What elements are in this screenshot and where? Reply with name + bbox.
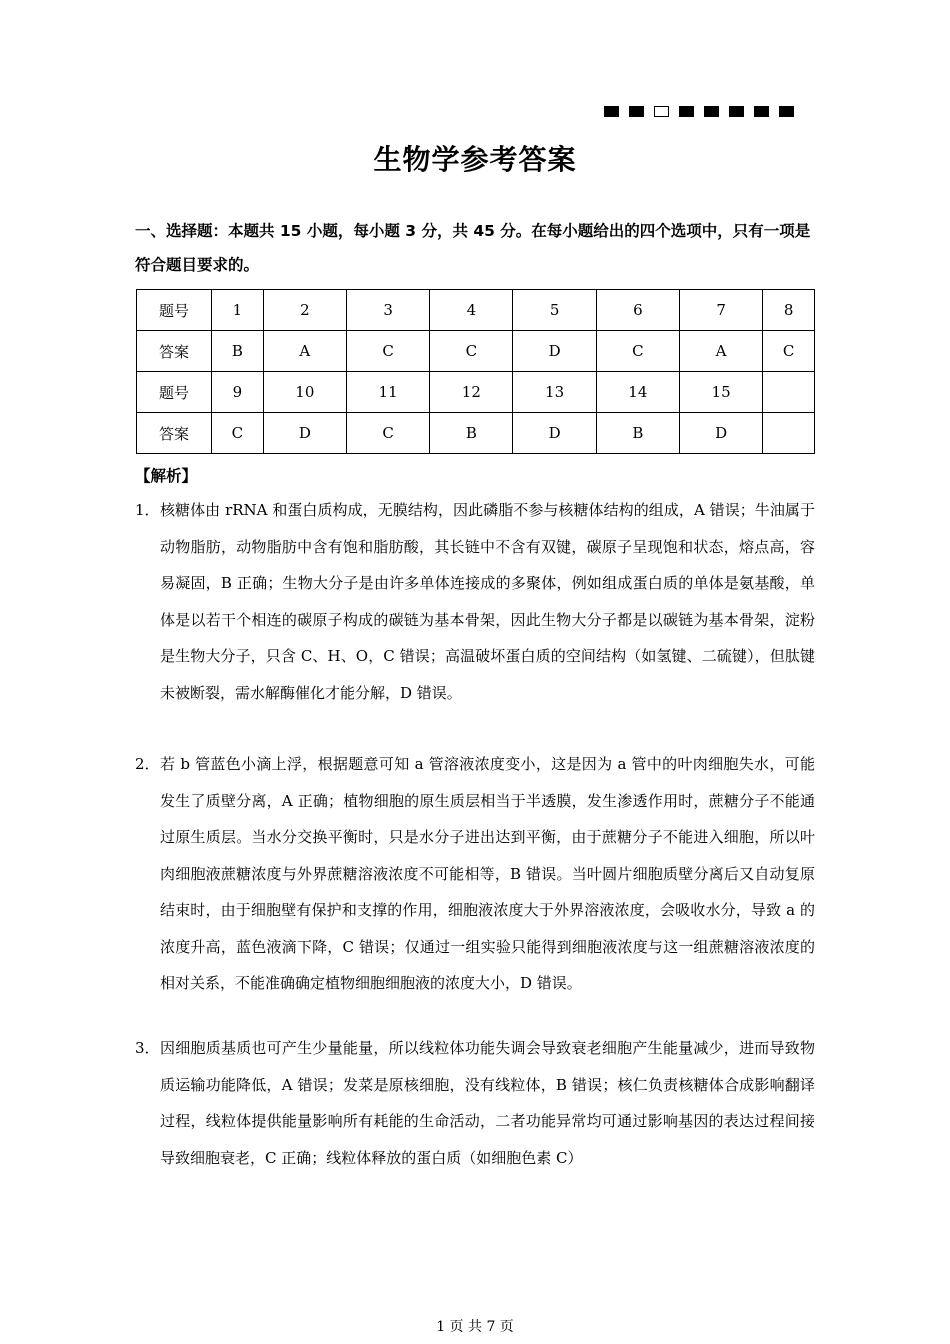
table-cell: C <box>346 413 429 454</box>
table-row <box>137 290 815 331</box>
table-row <box>137 413 815 454</box>
item-text: 核糖体由 rRNA 和蛋白质构成，无膜结构，因此磷脂不参与核糖体结构的组成，A 错误；牛油属于动物脂肪，动物脂肪中含有饱和脂肪酸，其长链中不含有双键，碳原子呈现饱和状态，熔点高，容易凝固，B 正确；生物大分子是由许多单体连接成的多聚体，例如组成蛋白质的单体是氨基酸，单体是以若干个相连的碳原子构成的碳链为基本骨架，因此生物大分子都是以碳链为基本骨架，淀粉是生物大分子，只含 C、H、O，C 错误；高温破坏蛋白质的空间结构（如氢键、二硫键），但肽键未被断裂，需水解酶催化才能分解，D 错误。 <box>160 501 815 702</box>
hollow-square-icon <box>654 106 669 117</box>
table-cell: 15 <box>679 372 762 413</box>
table-cell: 7 <box>679 290 762 331</box>
analysis-item-3 <box>135 1030 815 1176</box>
table-cell: 6 <box>596 290 679 331</box>
filled-square-icon <box>779 106 794 117</box>
table-cell <box>763 413 815 454</box>
table-cell: D <box>513 331 596 372</box>
table-cell: 5 <box>513 290 596 331</box>
table-cell: 题号 <box>137 290 212 331</box>
table-cell: A <box>679 331 762 372</box>
table-cell: B <box>212 331 264 372</box>
analysis-item-1 <box>135 492 815 711</box>
table-cell: 12 <box>430 372 513 413</box>
item-text: 若 b 管蓝色小滴上浮，根据题意可知 a 管溶液浓度变小，这是因为 a 管中的叶肉细胞失水，可能发生了质壁分离，A 正确；植物细胞的原生质层相当于半透膜，发生渗透作用时，蔗糖分子不能通过原生质层。当水分交换平衡时，只是水分子进出达到平衡，由于蔗糖分子不能进入细胞，所以叶肉细胞液蔗糖浓度与外界蔗糖溶液浓度不可能相等，B 错误。当叶圆片细胞质壁分离后又自动复原结束时，由于细胞壁有保护和支撑的作用，细胞液浓度大于外界溶液浓度，会吸收水分，导致 a 的浓度升高，蓝色液滴下降，C 错误；仅通过一组实验只能得到细胞液浓度与这一组蔗糖溶液浓度的相对关系，不能准确确定植物细胞细胞液的浓度大小，D 错误。 <box>160 755 815 992</box>
item-number: 2． <box>135 755 160 773</box>
table-cell: C <box>346 331 429 372</box>
table-cell: C <box>430 331 513 372</box>
filled-square-icon <box>729 106 744 117</box>
page-footer: 1 页 共 7 页 <box>436 1319 514 1335</box>
section-heading: 一、选择题：本题共 15 小题，每小题 3 分，共 45 分。在每小题给出的四个选项中，只有一项是符合题目要求的。 <box>135 222 811 274</box>
header-marks <box>604 106 794 117</box>
item-number: 1． <box>135 501 160 519</box>
table-cell: B <box>596 413 679 454</box>
analysis-item-2 <box>135 746 815 1002</box>
table-cell: C <box>212 413 264 454</box>
item-text: 因细胞质基质也可产生少量能量，所以线粒体功能失调会导致衰老细胞产生能量减少，进而导致物质运输功能降低，A 错误；发菜是原核细胞，没有线粒体，B 错误；核仁负责核糖体合成影响翻译过程，线粒体提供能量影响所有耗能的生命活动，二者功能异常均可通过影响基因的表达过程间接导致细胞衰老，C 正确；线粒体释放的蛋白质（如细胞色素 C） <box>160 1039 815 1167</box>
filled-square-icon <box>679 106 694 117</box>
table-cell: C <box>763 331 815 372</box>
table-cell: A <box>263 331 346 372</box>
filled-square-icon <box>604 106 619 117</box>
item-number: 3． <box>135 1039 160 1057</box>
table-cell: D <box>513 413 596 454</box>
table-cell: 14 <box>596 372 679 413</box>
table-cell: 10 <box>263 372 346 413</box>
table-cell: C <box>596 331 679 372</box>
table-cell: 4 <box>430 290 513 331</box>
analysis-label: 【解析】 <box>135 467 198 485</box>
table-cell: D <box>679 413 762 454</box>
table-cell: 11 <box>346 372 429 413</box>
table-cell: 9 <box>212 372 264 413</box>
table-cell: 8 <box>763 290 815 331</box>
table-cell: D <box>263 413 346 454</box>
table-cell: 题号 <box>137 372 212 413</box>
answer-table <box>136 289 815 454</box>
table-cell: 3 <box>346 290 429 331</box>
filled-square-icon <box>754 106 769 117</box>
table-cell: B <box>430 413 513 454</box>
page-title: 生物学参考答案 <box>373 143 577 176</box>
table-cell: 答案 <box>137 331 212 372</box>
filled-square-icon <box>704 106 719 117</box>
table-row <box>137 331 815 372</box>
table-cell: 1 <box>212 290 264 331</box>
table-cell: 13 <box>513 372 596 413</box>
table-row <box>137 372 815 413</box>
table-cell: 答案 <box>137 413 212 454</box>
table-cell <box>763 372 815 413</box>
filled-square-icon <box>629 106 644 117</box>
table-cell: 2 <box>263 290 346 331</box>
